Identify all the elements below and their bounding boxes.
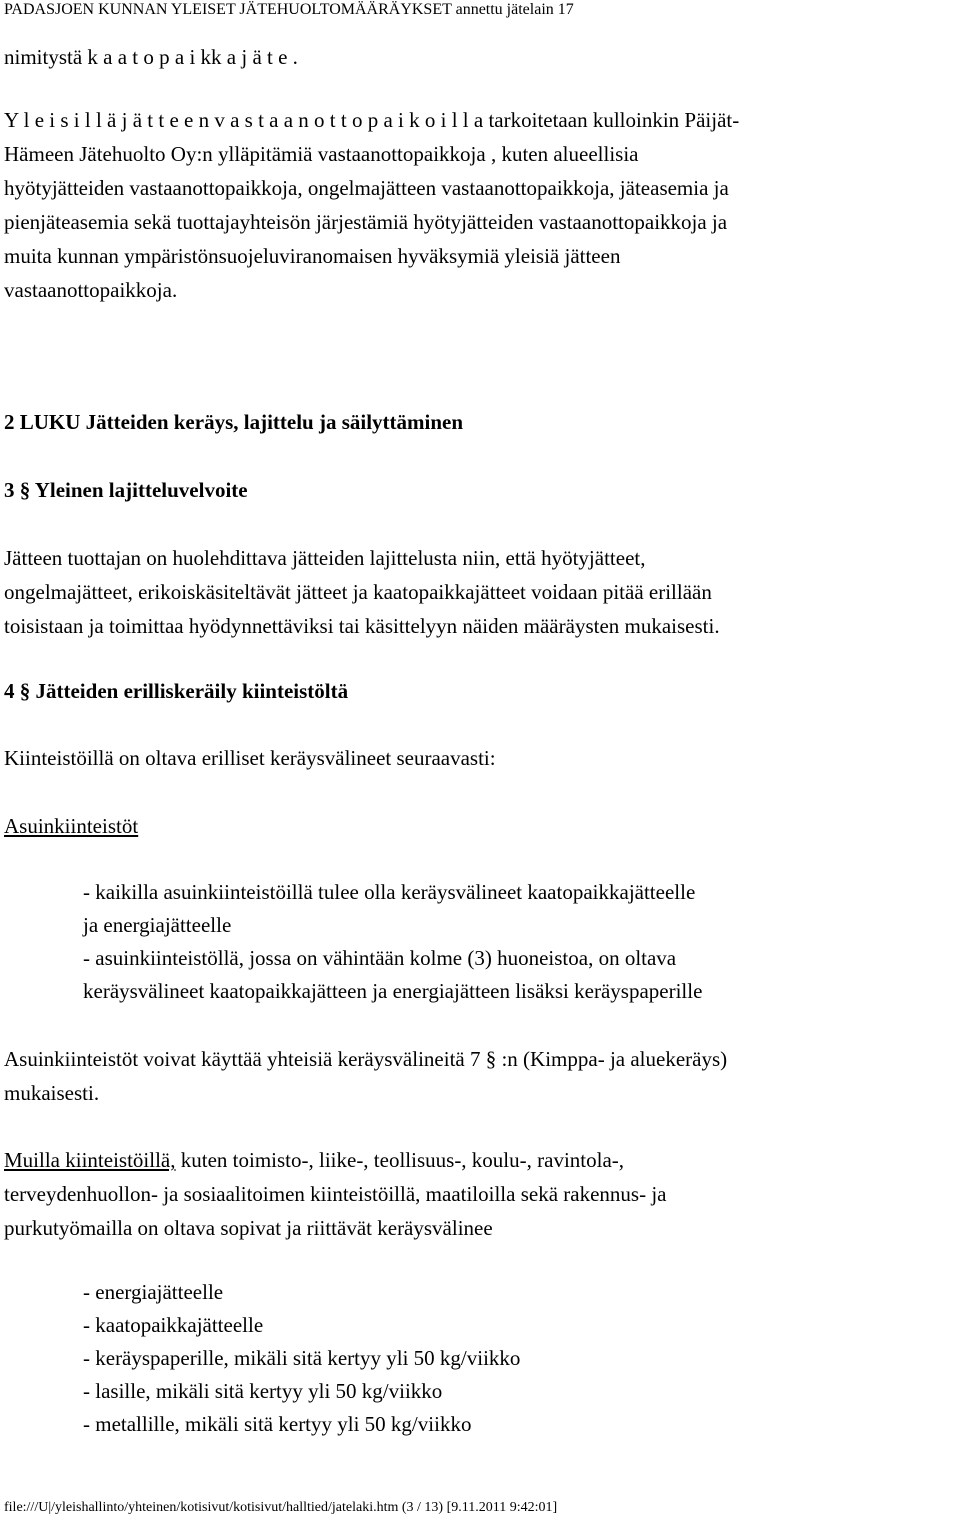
list-item: - lasille, mikäli sitä kertyy yli 50 kg/viikko: [83, 1379, 443, 1403]
paragraph-line-rest: kuten toimisto-, liike-, teollisuus-, koulu-, ravintola-,: [175, 1148, 625, 1172]
intro-line: nimitystä k a a t o p a i kk a j ä t e .: [4, 45, 298, 69]
section-4-intro: Kiinteistöillä on oltava erilliset keräysvälineet seuraavasti:: [4, 746, 496, 770]
chapter-heading: 2 LUKU Jätteiden keräys, lajittelu ja säilyttäminen: [4, 410, 464, 434]
paragraph-line: Y l e i s i l l ä j ä t t e e n v a s t a a n o t t o p a i k o i l l a tarkoitetaan kulloinkin Päijät-: [4, 108, 740, 132]
section-3-heading: 3 § Yleinen lajitteluvelvoite: [4, 478, 248, 502]
list-item: - asuinkiinteistöllä, jossa on vähintään kolme (3) huoneistoa, on oltava: [83, 946, 677, 970]
paragraph-line: Jätteen tuottajan on huolehdittava jätteiden lajittelusta niin, että hyötyjätteet,: [4, 546, 646, 570]
other-properties-paragraph: [4, 1143, 959, 1245]
list-item: - keräyspaperille, mikäli sitä kertyy yli 50 kg/viikko: [83, 1346, 521, 1370]
list-item: keräysvälineet kaatopaikkajätteen ja energiajätteen lisäksi keräyspaperille: [83, 979, 703, 1003]
paragraph-line: terveydenhuollon- ja sosiaalitoimen kiinteistöillä, maatiloilla sekä rakennus- ja: [4, 1182, 667, 1206]
list-item: - metallille, mikäli sitä kertyy yli 50 kg/viikko: [83, 1412, 472, 1436]
residential-subheading: Asuinkiinteistöt: [4, 814, 139, 838]
definition-paragraph: [4, 103, 959, 307]
page-footer: file:///U|/yleishallinto/yhteinen/kotisivut/kotisivut/halltied/jatelaki.htm (3 / 13) [9.11.2011 9:42:01]: [4, 1500, 558, 1515]
paragraph-line: pienjäteasemia sekä tuottajayhteisön järjestämiä hyötyjätteiden vastaanottopaikkoja ja: [4, 210, 728, 234]
paragraph-line: mukaisesti.: [4, 1081, 100, 1105]
paragraph-line: muita kunnan ympäristönsuojeluviranomaisen hyväksymiä yleisiä jätteen: [4, 244, 621, 268]
residential-list: [83, 876, 702, 1008]
paragraph-line: purkutyömailla on oltava sopivat ja riittävät keräysvälinee: [4, 1216, 493, 1240]
list-item: ja energiajätteelle: [83, 913, 232, 937]
paragraph-line: vastaanottopaikkoja.: [4, 278, 178, 302]
paragraph-line: Asuinkiinteistöt voivat käyttää yhteisiä keräysvälineitä 7 § :n (Kimppa- ja aluekeräys): [4, 1047, 728, 1071]
other-properties-lead: Muilla kiinteistöillä,: [4, 1148, 176, 1172]
page-header: PADASJOEN KUNNAN YLEISET JÄTEHUOLTOMÄÄRÄYKSET annettu jätelain 17: [4, 1, 574, 18]
paragraph-line: hyötyjätteiden vastaanottopaikkoja, ongelmajätteen vastaanottopaikkoja, jäteasemia ja: [4, 176, 729, 200]
paragraph-line: [4, 1143, 959, 1177]
paragraph-line: ongelmajätteet, erikoiskäsiteltävät jätteet ja kaatopaikkajätteet voidaan pitää erillään: [4, 580, 712, 604]
section-3-paragraph: [4, 541, 959, 643]
section-4-heading: 4 § Jätteiden erilliskeräily kiinteistöltä: [4, 679, 349, 703]
list-item: - energiajätteelle: [83, 1280, 224, 1304]
list-item: - kaatopaikkajätteelle: [83, 1313, 264, 1337]
shared-collection-paragraph: [4, 1042, 959, 1110]
list-item: - kaikilla asuinkiinteistöillä tulee olla keräysvälineet kaatopaikkajätteelle: [83, 880, 696, 904]
paragraph-line: toisistaan ja toimittaa hyödynnettäviksi tai käsittelyyn näiden määräysten mukaisesti.: [4, 614, 720, 638]
other-properties-list: [83, 1276, 520, 1441]
paragraph-line: Hämeen Jätehuolto Oy:n ylläpitämiä vastaanottopaikkoja , kuten alueellisia: [4, 142, 639, 166]
